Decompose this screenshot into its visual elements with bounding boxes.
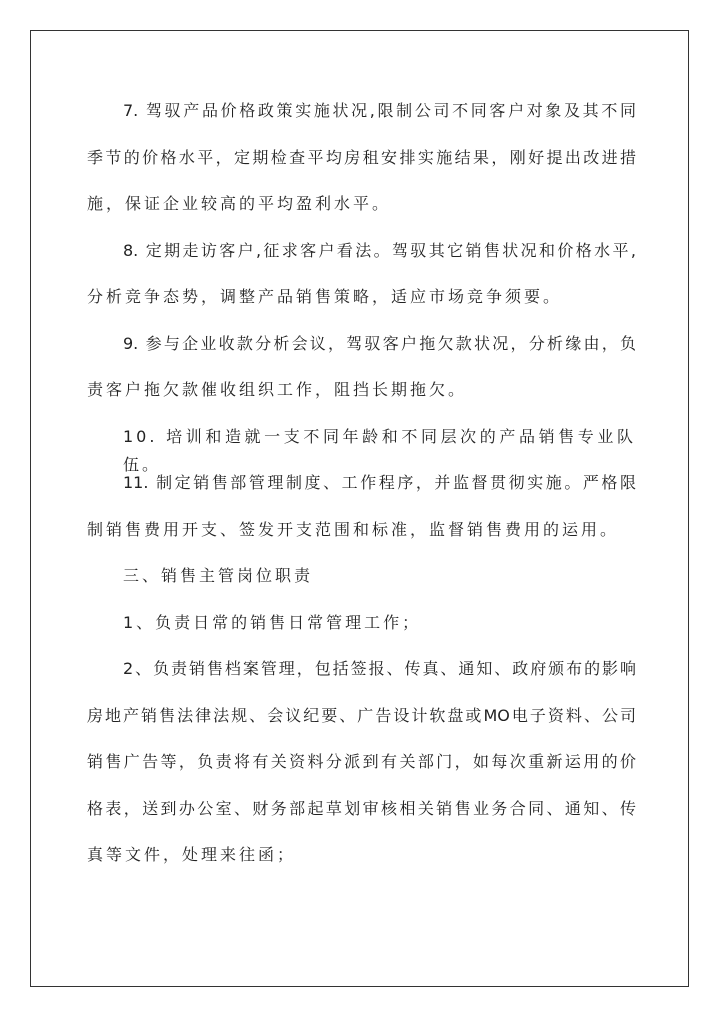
paragraph — [87, 469, 636, 562]
text-line: 格表，送到办公室、财务部起草划审核相关销售业务合同、通知、传 — [87, 798, 636, 818]
document-body — [87, 97, 636, 888]
text-line: 销售广告等，负责将有关资料分派到有关部门，如每次重新运用的价 — [87, 752, 636, 771]
text-line: 8. 定期走访客户,征求客户看法。驾驭其它销售状况和价格水平, — [123, 240, 636, 260]
paragraph — [87, 423, 636, 474]
text-line: 9. 参与企业收款分析会议，驾驭客户拖欠款状况，分析缘由，负 — [123, 333, 636, 353]
paragraph — [87, 97, 636, 237]
paragraph — [87, 330, 636, 423]
text-line: 真等文件，处理来往函； — [87, 845, 297, 864]
paragraph — [87, 562, 636, 609]
text-line: 1、负责日常的销售日常管理工作； — [123, 612, 422, 632]
text-line: 10. 培训和造就一支不同年龄和不同层次的产品销售专业队伍。 — [123, 426, 636, 474]
text-line: 制销售费用开支、签发开支范围和标准，监督销售费用的运用。 — [87, 519, 620, 539]
paragraph — [87, 655, 636, 888]
paragraph — [87, 609, 636, 656]
text-line: 11. 制定销售部管理制度、工作程序，并监督贯彻实施。严格限 — [123, 473, 636, 492]
text-line: 季节的价格水平，定期检查平均房租安排实施结果，刚好提出改进措 — [87, 147, 636, 167]
text-line: 房地产销售法律法规、会议纪要、广告设计软盘或MO电子资料、公司 — [87, 705, 636, 725]
text-line: 三、销售主管岗位职责 — [123, 566, 314, 585]
text-line: 责客户拖欠款催收组织工作，阻挡长期拖欠。 — [87, 380, 468, 399]
paragraph — [87, 237, 636, 330]
text-line: 7. 驾驭产品价格政策实施状况,限制公司不同客户对象及其不同 — [123, 101, 636, 120]
text-line: 施，保证企业较高的平均盈利水平。 — [87, 194, 392, 213]
text-line: 2、负责销售档案管理，包括签报、传真、通知、政府颁布的影响 — [123, 659, 636, 678]
text-line: 分析竞争态势，调整产品销售策略，适应市场竞争须要。 — [87, 287, 563, 306]
